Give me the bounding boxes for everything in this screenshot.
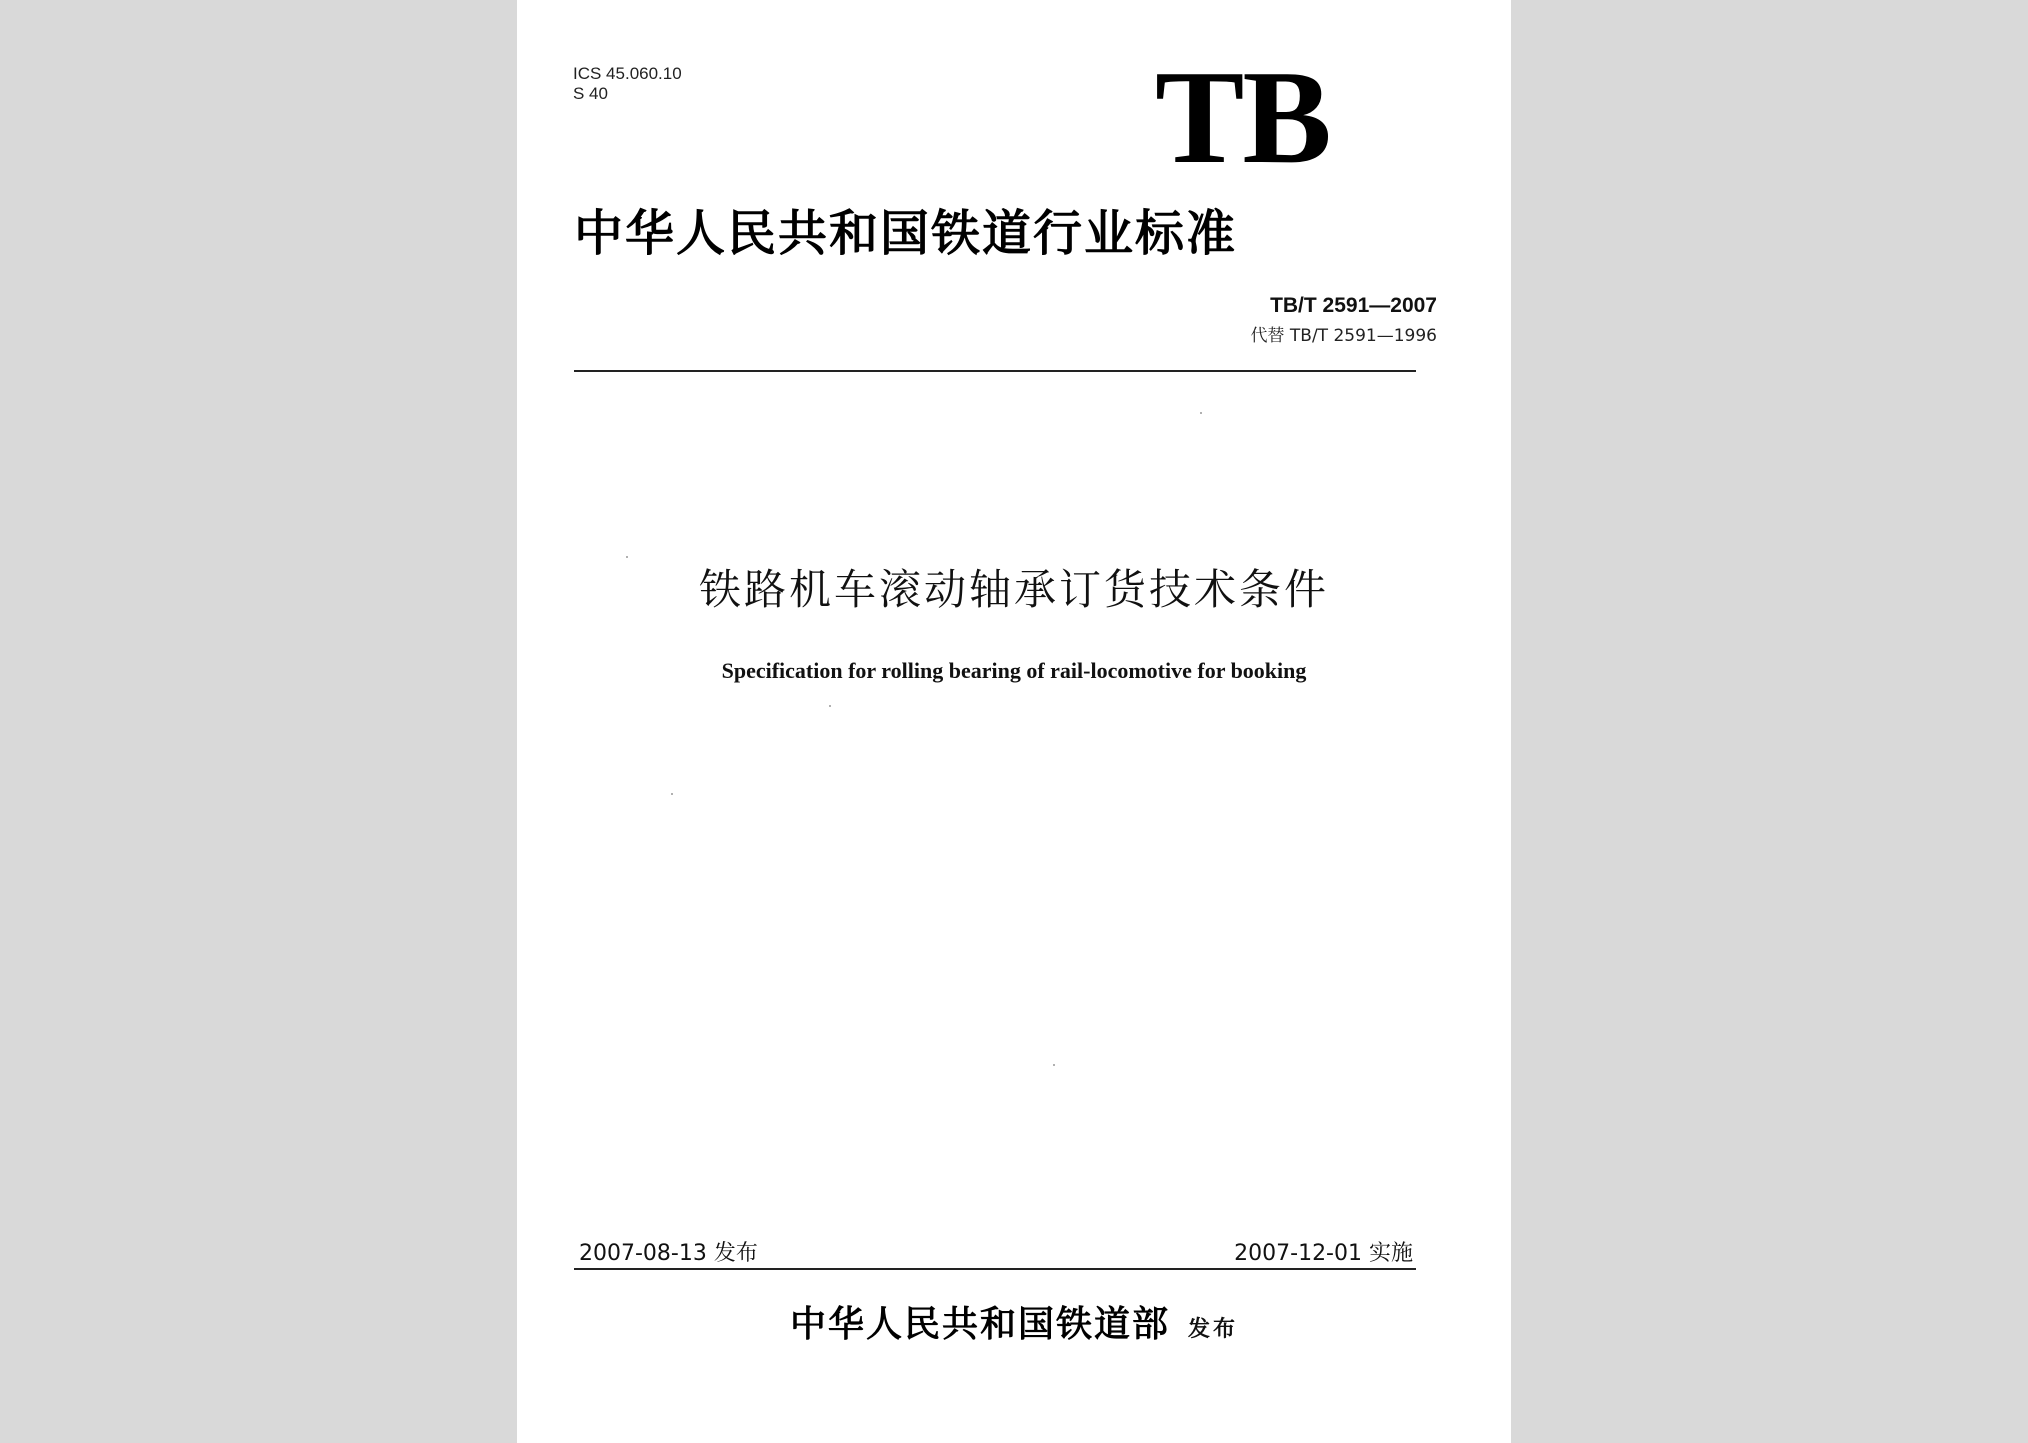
- tb-logo: TB: [1155, 43, 1330, 191]
- document-title-english: Specification for rolling bearing of rail-locomotive for booking: [721, 658, 1307, 683]
- publisher-action: 发布: [1188, 1317, 1239, 1342]
- classification-codes: [573, 64, 682, 104]
- class-code: S 40: [573, 84, 608, 103]
- footer-divider: [574, 1268, 1416, 1270]
- scan-speck: [626, 556, 628, 558]
- header-divider: [574, 370, 1416, 372]
- scan-speck: [671, 793, 673, 795]
- ics-code: ICS 45.060.10: [573, 64, 682, 83]
- issue-date: 2007-08-13 发布: [579, 1241, 758, 1266]
- publisher-line: [517, 1300, 1511, 1355]
- publisher-name: 中华人民共和国铁道部: [789, 1304, 1170, 1345]
- implementation-date: 2007-12-01 实施: [1234, 1241, 1413, 1266]
- scan-speck: [1053, 1064, 1055, 1066]
- document-page: [517, 0, 1511, 1443]
- standard-number: TB/T 2591—2007: [1270, 294, 1437, 317]
- industry-standard-title: 中华人民共和国铁道行业标准: [574, 205, 1238, 262]
- scan-speck: [1200, 412, 1202, 414]
- replaces-standard: 代替 TB/T 2591—1996: [1250, 326, 1437, 346]
- document-title-chinese: 铁路机车滚动轴承订货技术条件: [698, 565, 1329, 614]
- scan-speck: [829, 705, 831, 707]
